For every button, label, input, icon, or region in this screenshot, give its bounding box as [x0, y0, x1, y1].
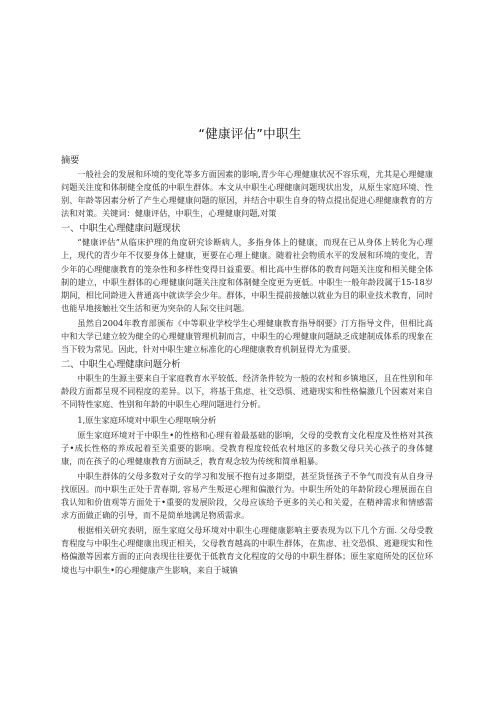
section2-paragraph-3: 中职生群体的父母多数对子女的学习和发展不抱有过多期望，甚至货怪孩子不争气而没有从自身寻找原因。而中职生正处于青春期, 容易产生叛逆心理和偏激行为。中职生所处的年龄阶段心理展面在自我认知和价值观等方面处于•重要的发展阶段，父母应该给予更多的关心和关爱，在精神需求和情感需求方面做正确的引导，而不是简单地满足物质需求。 — [61, 470, 433, 521]
section2-paragraph-2: 原生家庭环境对于中职生•的性格和心理有着最基础的影响，父母的受教育文化程度及性格对其孩子•成长性格的养成起着至关重要的影响。受教育程度较低农村地区的多数父母只关心孩子的身体健康，而在孩子的心理健康教育方面缺乏，教育观念较为传统和简单粗暴。 — [61, 429, 433, 466]
section2-paragraph-4: 根据相关研究表明，原生家庭父母环境对中职生心理健康影响主要表现为以下几个方面. 父母受教育程度与中职生心理健康出现正相关，父母教育越高的中职生群体，在焦虑、社交恐惧、逃避现实和性格偏激等因素方面的正向表现往往要优于低教育文化程度的父母的中职生群体；原生家庭所处的区位环境也与中职生•的心理健康产生影响，来自于城镇 — [61, 525, 433, 575]
section1-paragraph-1: “健康评估”从临床护理的角度研究诊断病人，多指身体上的健康，而现在已从身体上转化为心理上，现代的青少年不仅要身体上健康，更要在心理上健康。随着社会物质水平的发展和环境的变化，青少年的心理健康教育的笼杂性和多样性变得日益重要。相比高中生群体的教育问题关注度和相关健全体制的建立，中职生群体的心理健康问题关注度和体制健全度更为更低。中职生一般年龄段属于15-18岁期间，相比同龄进入普通高中就读学会少年。群体，中职生提前接触以就业为目的职业技术教育，同时也能早地接触社交生活和更为突杂的人际交往问题。 — [61, 237, 433, 313]
abstract-heading: 摘要 — [61, 155, 80, 166]
document-title: “健康评估”中职生 — [198, 126, 302, 141]
section2-paragraph-1: 中职生的生源主要来自于家庭教育水平较低、经济条件较为一般的农村和乡镇地区，且在性别和年龄段方面都呈现不同程度的差异。以下，将基于焦虑、社交恐惧、逃避现实和性格偏激几个因素对来自不同特性家庭、性别和年龄的中职生心理问题进行分析。 — [61, 373, 433, 410]
section2-subheading-1: 1,原生家庭环境对中职生心理呕响分析 — [77, 414, 217, 425]
section1-heading: 一、中职生心理健康问题现状 — [61, 223, 181, 235]
document-body — [61, 152, 433, 579]
abstract-paragraph: 一般社会的发展和环境的变化等多方面因素的影响,青少年心理健康状况不容乐观，尤其是心理健康问题关注度和体制健全度低的中职生群体。本文从中职生心理健康问题现状出发，从原生家庭环境、性别、年龄等因素分析了产生心理健康问题的原因，并结合中职生自身的特点提出促进心理健康教育的方法和对策。关键词：健康评估，中职生，心理健康问题,对策 — [61, 169, 433, 219]
section1-paragraph-2: 虽然自2004年教育部颁布《中等职业学校学生心理健康教育指导纲要》汀方指导文件，但相比高中和大学已建立较为健全的心理健康管理机制而言，中职生的心理健康问题缺乏成建制成体系的现象在当下较为常见。因此，针对中职生建立标准化的心理健康教育机制显得尤为重要。 — [61, 317, 433, 355]
section2-heading: 二、中职生心理健康问题分析 — [61, 359, 181, 371]
